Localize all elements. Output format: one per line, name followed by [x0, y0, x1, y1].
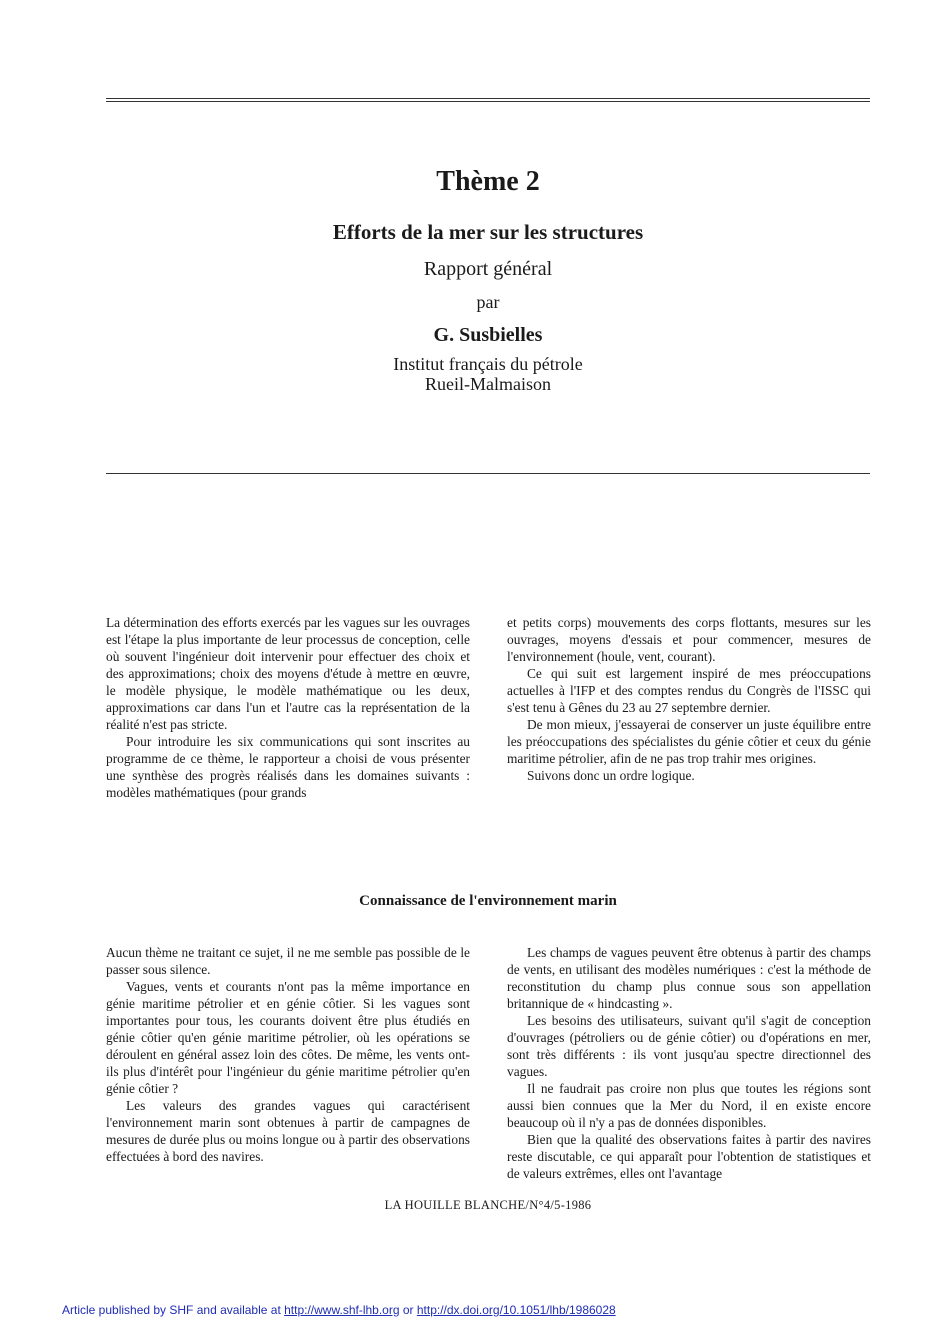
section-title: Connaissance de l'environnement marin	[359, 893, 617, 909]
author-name: G. Susbielles	[433, 324, 543, 346]
intro-right-column	[507, 614, 871, 784]
paragraph: Il ne faudrait pas croire non plus que toutes les régions sont aussi bien connues que la Mer du Nord, il en existe encore beaucoup où il n'y a pas de données disponibles.	[507, 1081, 871, 1130]
shf-link[interactable]: http://www.shf-lhb.org	[284, 1303, 400, 1317]
article-availability-note	[62, 1303, 616, 1317]
paragraph: Aucun thème ne traitant ce sujet, il ne me semble pas possible de le passer sous silence.	[106, 945, 470, 977]
header-bottom-rule	[106, 473, 870, 474]
article-header	[106, 162, 870, 394]
top-double-rule	[106, 98, 870, 102]
by-label: par	[476, 292, 500, 312]
section-right-column	[507, 944, 871, 1182]
paragraph: Ce qui suit est largement inspiré de mes préoccupations actuelles à l'IFP et des comptes rendus du Congrès de l'ISSC qui s'est tenu à Gênes du 23 au 27 septembre dernier.	[507, 666, 871, 715]
paragraph: De mon mieux, j'essayerai de conserver un juste équilibre entre les préoccupations des spécialistes du génie côtier et ceux du génie maritime pétrolier, afin de ne pas trop trahir mes origines.	[507, 717, 871, 766]
institution: Institut français du pétrole	[393, 354, 583, 374]
paragraph: Vagues, vents et courants n'ont pas la même importance en génie maritime pétrolier et en génie côtier. Si les vagues sont importantes pour tous, les courants doivent être plus étudiés en génie côtier qu'en génie maritime pétrolier, où les opérations se déroulent en général assez loin des côtes. De même, les vents ont-ils plus d'intérêt pour l'ingénieur du génie maritime pétrolier qu'en génie côtier ?	[106, 979, 470, 1096]
paragraph: La détermination des efforts exercés par les vagues sur les ouvrages est l'étape la plus importante de leur processus de conception, celle où souvent l'ingénieur doit intervenir pour effectuer des choix et des approximations; choix des moyens d'étude à mettre en œuvre, le modèle physique, le modèle mathématique ou les deux, approximations car dans l'un et l'autre cas la représentation de la réalité n'est pas stricte.	[106, 615, 470, 732]
location: Rueil-Malmaison	[425, 374, 551, 394]
paragraph: Bien que la qualité des observations faites à partir des navires reste discutable, ce qui apparaît pour l'obtention de statistiques et de valeurs extrêmes, elles ont l'avantage	[507, 1132, 871, 1181]
paragraph: Suivons donc un ordre logique.	[527, 768, 695, 783]
journal-footer: LA HOUILLE BLANCHE/N°4/5-1986	[384, 1198, 592, 1212]
section-left-column	[106, 944, 470, 1165]
intro-left-column	[106, 614, 470, 801]
doi-link[interactable]: http://dx.doi.org/10.1051/lhb/1986028	[416, 1303, 616, 1317]
note-prefix: Article published by SHF and available at	[62, 1303, 285, 1317]
article-subtitle: Efforts de la mer sur les structures	[332, 220, 644, 244]
paragraph: Les besoins des utilisateurs, suivant qu'il s'agit de conception d'ouvrages (pétroliers ou de génie côtier) ou d'opérations en mer, sont très différents : ils vont jusqu'au spectre directionnel des vagues.	[507, 1013, 871, 1079]
paragraph: Les valeurs des grandes vagues qui caractérisent l'environnement marin sont obtenues à partir de campagnes de mesures de durée plus ou moins longue ou à partir des observations effectuées à bord des navires.	[106, 1098, 470, 1164]
note-middle: or	[399, 1303, 417, 1317]
theme-title: Thème 2	[436, 166, 540, 197]
report-type: Rapport général	[423, 258, 553, 280]
paragraph: Pour introduire les six communications qui sont inscrites au programme de ce thème, le rapporteur a choisi de vous présenter une synthèse des progrès réalisés dans les domaines suivants : modèles mathématiques (pour grands	[106, 734, 470, 800]
paragraph: Les champs de vagues peuvent être obtenus à partir des champs de vents, en utilisant des modèles numériques : c'est la méthode de reconstitution du champ plus connue sous son appellation britannique de « hindcasting ».	[507, 945, 871, 1011]
paragraph: et petits corps) mouvements des corps flottants, mesures sur les ouvrages, moyens d'essais et pour commencer, mesures de l'environnement (houle, vent, courant).	[507, 615, 871, 664]
